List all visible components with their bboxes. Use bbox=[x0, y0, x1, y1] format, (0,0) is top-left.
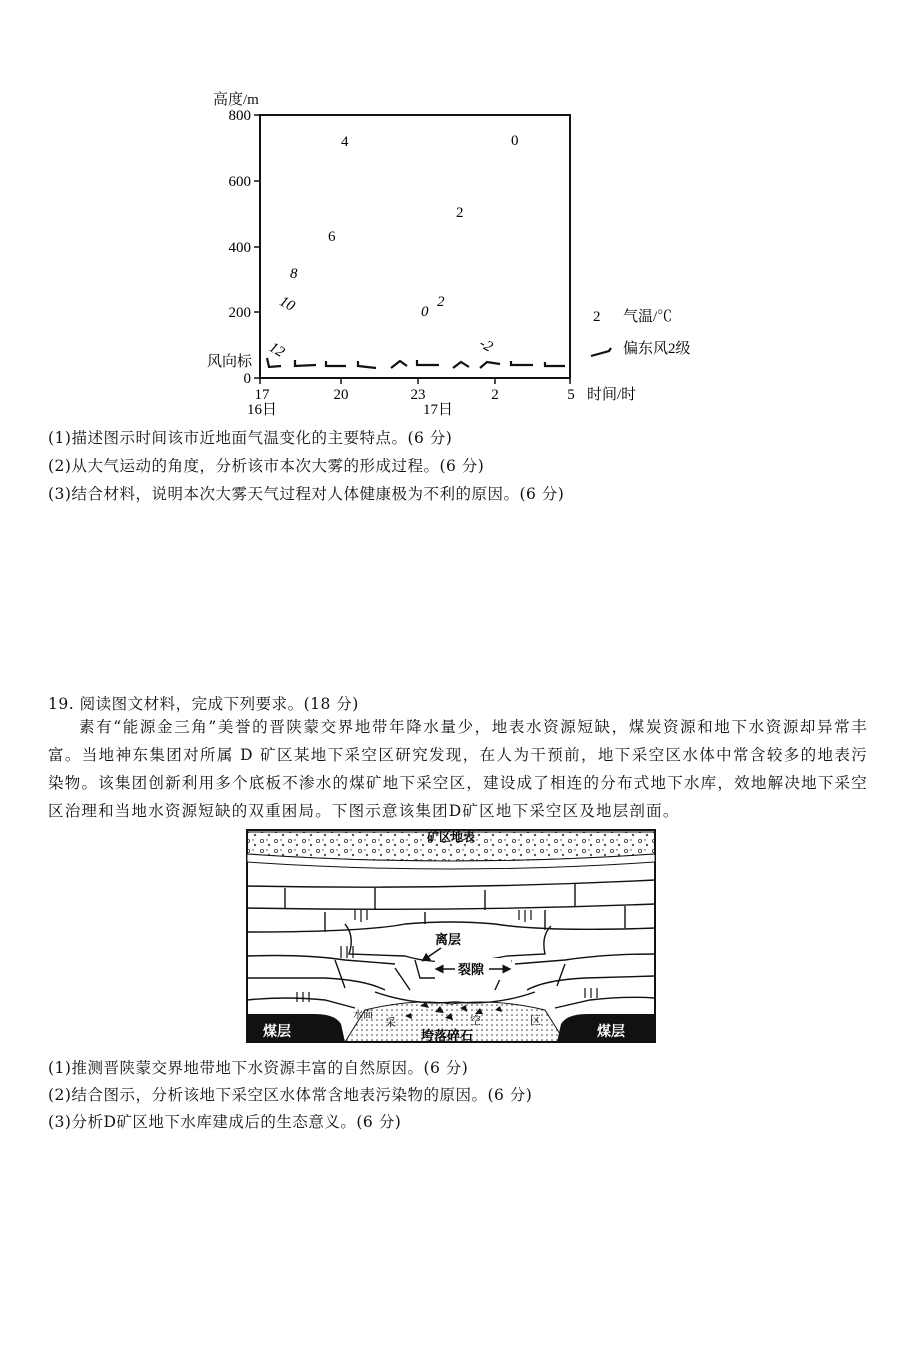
q19-paragraph: 素有“能源金三角”美誉的晋陕蒙交界地带年降水量少，地表水资源短缺，煤炭资源和地下水资源却异常丰富。当地神东集团对所属 D 矿区某地下采空区研究发现，在人为干预前，地下采空区水体中常含较多的地表污染物。该集团创新利用多个底板不渗水的煤矿地下采空区，建设成了相连的分布式地下水库，效地解决地下采空区治理和当地水资源短缺的双重困局。下图示意该集团D矿区地下采空区及地层剖面。 bbox=[48, 718, 868, 820]
q19-heading: 19. 阅读图文材料，完成下列要求。(18 分) bbox=[48, 695, 359, 713]
x-tick-label: 5 bbox=[567, 387, 575, 403]
temperature-height-chart bbox=[195, 85, 725, 420]
plot-frame bbox=[260, 115, 570, 378]
legend-wind-barb-icon bbox=[591, 348, 611, 356]
isotherm-label: 0 bbox=[511, 133, 519, 149]
mine-cross-section-diagram bbox=[245, 828, 657, 1044]
q19-subquestion-1: (1)推测晋陕蒙交界地带地下水资源丰富的自然原因。(6 分) bbox=[48, 1059, 469, 1077]
isotherm-label: 6 bbox=[328, 229, 336, 245]
coal-seam-left-label: 煤层 bbox=[263, 1024, 291, 1040]
y-tick-label: 200 bbox=[228, 305, 251, 321]
legend-temp-sample: 2 bbox=[593, 309, 601, 325]
goaf-char: 空 bbox=[470, 1014, 481, 1027]
q19-subquestion-3: (3)分析D矿区地下水库建成后的生态意义。(6 分) bbox=[48, 1113, 402, 1131]
fissure-label: 裂隙 bbox=[458, 963, 485, 978]
isotherm-label: 8 bbox=[290, 266, 298, 282]
isotherm-label: 2 bbox=[437, 294, 445, 310]
isotherm-label: 2 bbox=[456, 205, 464, 221]
rubble-label: 垮落碎石 bbox=[421, 1029, 474, 1044]
y-tick-label: 400 bbox=[228, 240, 251, 256]
surface-label: 矿区地表 bbox=[427, 830, 476, 844]
water-surface-label: 水面 bbox=[353, 1010, 373, 1021]
isotherm-label: 4 bbox=[341, 134, 349, 150]
q18-subquestion-2: (2)从大气运动的角度，分析该市本次大雾的形成过程。(6 分) bbox=[48, 457, 485, 475]
legend-temp-label: 气温/℃ bbox=[623, 309, 673, 325]
x-tick-label: 17 bbox=[254, 387, 270, 403]
x-day-label: 16日 bbox=[247, 402, 278, 418]
legend-wind-label: 偏东风2级 bbox=[623, 341, 691, 357]
y-tick-label: 800 bbox=[228, 108, 251, 124]
wind-row-label: 风向标 bbox=[207, 354, 253, 370]
y-tick-label: 0 bbox=[243, 371, 251, 387]
isotherm-label: 10 bbox=[276, 293, 298, 315]
x-axis-label: 时间/时 bbox=[587, 387, 637, 403]
q19-material bbox=[48, 713, 868, 825]
x-tick-label: 23 bbox=[410, 387, 426, 403]
q18-subquestion-1: (1)描述图示时间该市近地面气温变化的主要特点。(6 分) bbox=[48, 429, 453, 447]
isotherm-label: -2 bbox=[476, 335, 496, 356]
y-axis-label: 高度/m bbox=[213, 92, 259, 108]
x-tick-label: 2 bbox=[491, 387, 499, 403]
q19-subquestion-2: (2)结合图示，分析该地下采空区水体常含地表污染物的原因。(6 分) bbox=[48, 1086, 533, 1104]
y-tick-label: 600 bbox=[228, 174, 251, 190]
isotherm-label: 0 bbox=[421, 304, 429, 320]
x-day-label: 17日 bbox=[423, 402, 454, 418]
goaf-char: 采 bbox=[385, 1016, 396, 1029]
isotherm-label: 12 bbox=[266, 339, 288, 361]
wind-barbs bbox=[267, 358, 565, 368]
separation-layer-label: 离层 bbox=[435, 933, 462, 948]
goaf-char: 区 bbox=[530, 1014, 541, 1027]
coal-seam-right-label: 煤层 bbox=[597, 1024, 625, 1040]
q18-subquestion-3: (3)结合材料，说明本次大雾天气过程对人体健康极为不利的原因。(6 分) bbox=[48, 485, 565, 503]
x-tick-label: 20 bbox=[333, 387, 349, 403]
coal-seam-left bbox=[247, 1014, 345, 1042]
